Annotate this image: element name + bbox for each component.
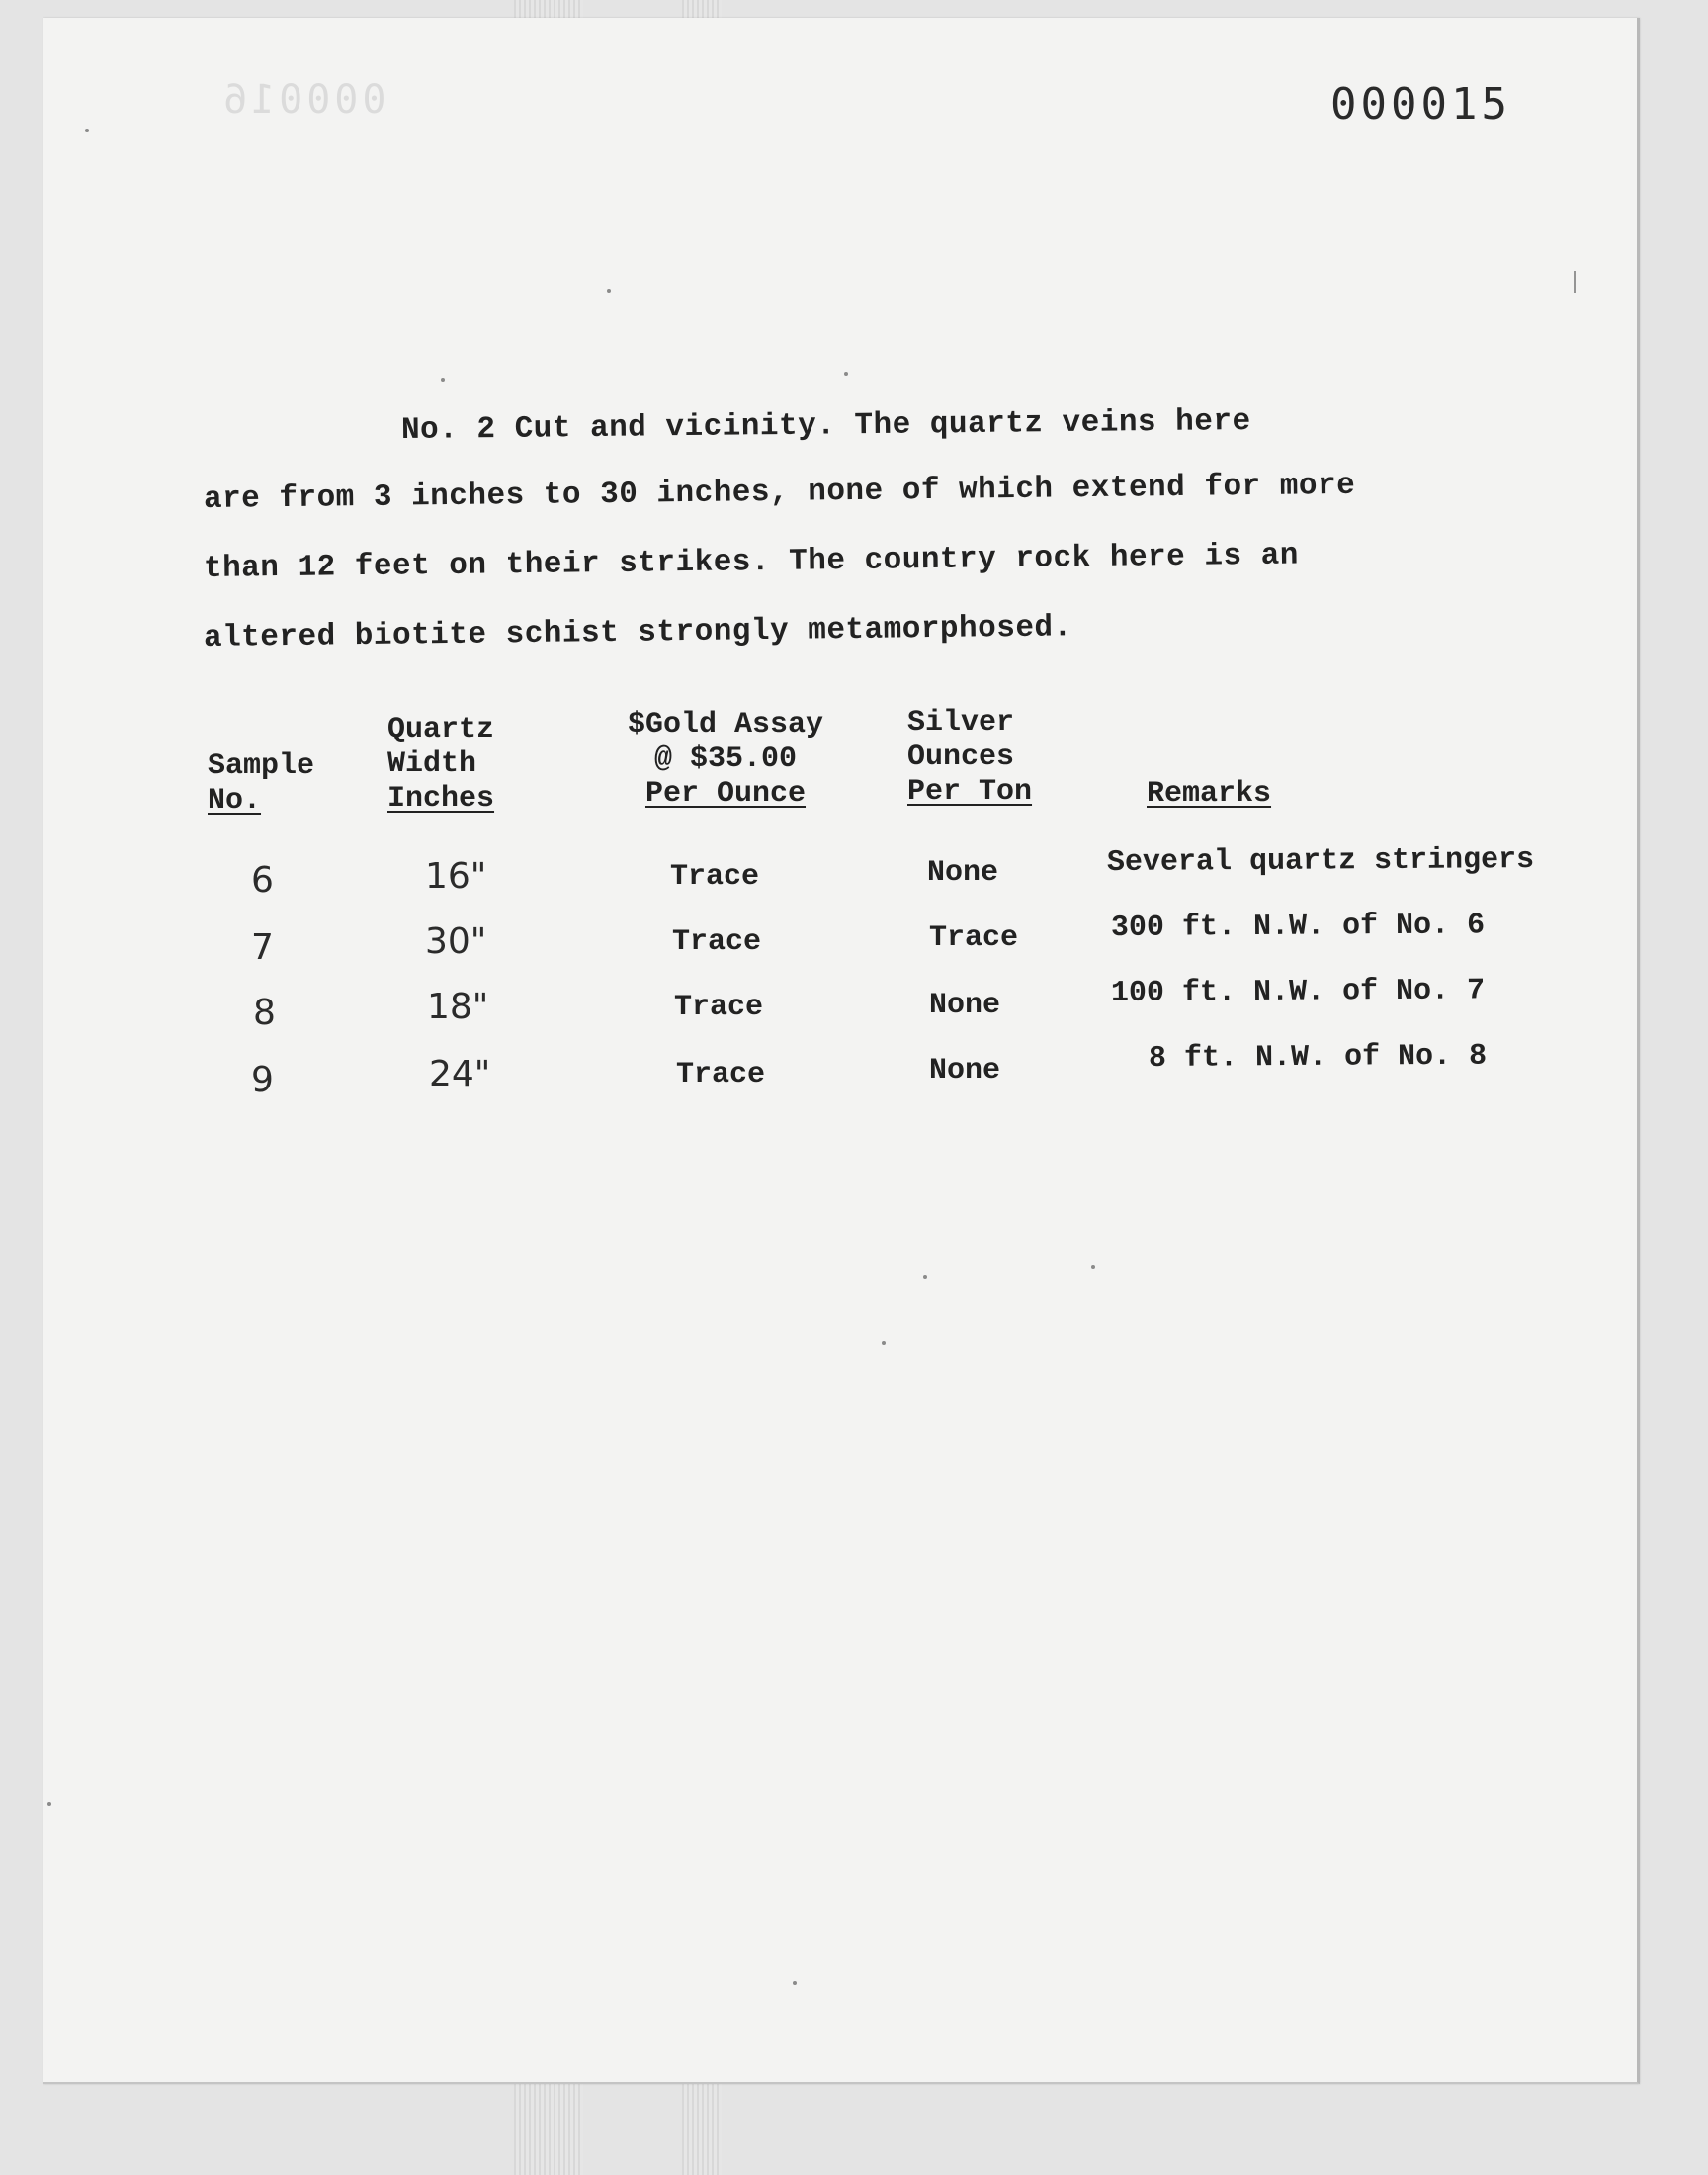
header-gold bbox=[607, 708, 844, 812]
dust-speck bbox=[47, 1802, 51, 1806]
dust-speck bbox=[607, 289, 611, 293]
row-1-sample: 6 bbox=[251, 860, 274, 901]
row-3-gold: Trace bbox=[674, 991, 764, 1024]
row-1-silver: None bbox=[927, 856, 999, 890]
header-width-line-1: Quartz bbox=[387, 713, 495, 746]
dust-speck bbox=[441, 378, 445, 382]
row-4-width: 24" bbox=[429, 1054, 491, 1094]
row-4-gold: Trace bbox=[676, 1058, 766, 1091]
scan-edge-mark bbox=[1574, 271, 1576, 293]
row-2-remarks: 300 ft. N.W. of No. 6 bbox=[1110, 909, 1486, 945]
row-4-sample: 9 bbox=[251, 1060, 274, 1100]
header-width-line-3: Inches bbox=[387, 782, 495, 816]
row-2-gold: Trace bbox=[672, 925, 762, 959]
header-remarks bbox=[1147, 777, 1271, 812]
header-gold-line-1: $Gold Assay bbox=[627, 708, 824, 741]
dust-speck bbox=[923, 1275, 927, 1279]
header-gold-line-3: Per Ounce bbox=[644, 777, 807, 811]
row-1-width: 16" bbox=[425, 856, 487, 897]
header-silver bbox=[907, 706, 1032, 810]
row-2-sample: 7 bbox=[251, 927, 274, 968]
paragraph-line-1: No. 2 Cut and vicinity. The quartz veins here bbox=[400, 403, 1251, 448]
row-3-width: 18" bbox=[427, 987, 489, 1027]
row-1-gold: Trace bbox=[670, 860, 760, 894]
dust-speck bbox=[1091, 1265, 1095, 1269]
header-width-line-2: Width bbox=[387, 747, 477, 781]
paragraph-line-2: are from 3 inches to 30 inches, none of which extend for more bbox=[203, 468, 1356, 517]
dust-speck bbox=[844, 372, 848, 376]
header-width bbox=[387, 713, 494, 817]
dust-speck bbox=[85, 129, 89, 132]
header-silver-line-3: Per Ton bbox=[907, 775, 1033, 809]
header-remarks-line-1: Remarks bbox=[1147, 777, 1272, 811]
bleed-through-page-number: 000016 bbox=[219, 77, 386, 123]
row-2-width: 30" bbox=[425, 921, 487, 962]
row-3-silver: None bbox=[929, 989, 1001, 1022]
row-3-sample: 8 bbox=[253, 993, 276, 1033]
row-4-remarks: 8 ft. N.W. of No. 8 bbox=[1148, 1039, 1488, 1076]
header-sample bbox=[208, 749, 328, 819]
header-sample-line-2: No. bbox=[208, 784, 262, 818]
row-1-remarks: Several quartz stringers bbox=[1106, 842, 1535, 880]
dust-speck bbox=[793, 1981, 797, 1985]
paragraph-line-4: altered biotite schist strongly metamorphosed. bbox=[203, 610, 1072, 655]
row-3-remarks: 100 ft. N.W. of No. 7 bbox=[1110, 974, 1486, 1010]
page-number: 000015 bbox=[1330, 79, 1511, 130]
header-silver-line-2: Ounces bbox=[907, 740, 1015, 774]
document-page bbox=[43, 18, 1640, 2084]
header-sample-line-1: Sample bbox=[208, 749, 315, 783]
header-silver-line-1: Silver bbox=[907, 706, 1015, 740]
header-gold-line-2: @ $35.00 bbox=[653, 742, 798, 776]
paragraph-line-3: than 12 feet on their strikes. The country rock here is an bbox=[203, 538, 1300, 586]
dust-speck bbox=[882, 1341, 886, 1345]
row-2-silver: Trace bbox=[929, 921, 1019, 955]
row-4-silver: None bbox=[929, 1054, 1001, 1088]
